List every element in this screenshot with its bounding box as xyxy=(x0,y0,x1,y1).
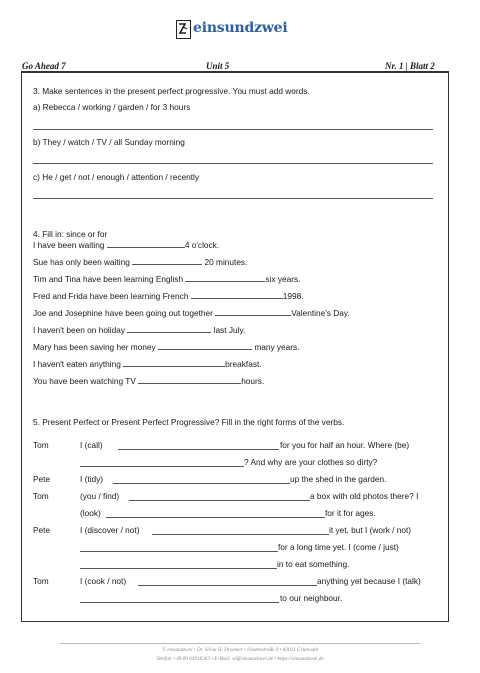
ex4-item-after: many years. xyxy=(254,342,300,352)
ex4-item-after: 4 o'clock. xyxy=(184,240,220,250)
ex4-item xyxy=(33,359,262,369)
logo-text: einsundzwei xyxy=(193,20,288,36)
speaker-label: Tom xyxy=(33,576,49,586)
ex3-item-b: b) They / watch / TV / all Sunday morning xyxy=(33,137,185,147)
ex5-instruction: 5. Present Perfect or Present Perfect Progressive? Fill in the right forms of the verbs. xyxy=(33,417,345,427)
speaker-label: Tom xyxy=(33,491,49,501)
ex4-item-text: You have been watching TV xyxy=(33,376,136,386)
sentence-continuation: a box with old photos there? I xyxy=(310,491,419,501)
blank[interactable] xyxy=(132,257,202,265)
sentence-continuation: for it for ages. xyxy=(325,508,376,518)
ex4-item xyxy=(33,240,219,250)
header-course: Go Ahead 7 xyxy=(22,61,66,71)
blank[interactable] xyxy=(191,291,283,299)
ex4-item-text: Joe and Josephine have been going out together xyxy=(33,308,213,318)
verb-hint: (you / find) xyxy=(80,491,120,501)
ex3-item-a: a) Rebecca / working / garden / for 3 hours xyxy=(33,102,191,112)
footer-address: © einsundzwei • Dr. Silvia H. Droemer • Lindenstraße 9 • 82031 Grünwald xyxy=(161,647,319,653)
blank[interactable] xyxy=(127,325,211,333)
blank[interactable] xyxy=(138,376,241,384)
ex4-item xyxy=(33,325,245,335)
ex4-item-after: 1998. xyxy=(282,291,304,301)
sentence-continuation: for you for half an hour. Where (be) xyxy=(280,440,410,450)
ex4-item xyxy=(33,342,300,352)
answer-line[interactable] xyxy=(33,198,433,199)
verb-hint: I (tidy) xyxy=(80,474,104,484)
ex4-item-text: I haven't been on holiday xyxy=(33,325,125,335)
ex4-item-after: six years. xyxy=(265,274,301,284)
ex4-item xyxy=(33,308,350,318)
ex4-item-text: Mary has been saving her money xyxy=(33,342,156,352)
ex4-item-text: Fred and Frida have been learning French xyxy=(33,291,189,301)
sentence-continuation: in to eat something. xyxy=(277,559,350,569)
blank[interactable] xyxy=(107,240,185,248)
blank[interactable] xyxy=(138,585,317,586)
ex3-instruction: 3. Make sentences in the present perfect progressive. You must add words. xyxy=(33,86,310,96)
sentence-continuation: for a long time yet. I (come / just) xyxy=(278,542,399,552)
blank[interactable] xyxy=(185,274,265,282)
header-unit: Unit 5 xyxy=(206,61,230,71)
ex4-item-after: Valentine's Day. xyxy=(291,308,350,318)
sentence-continuation: anything yet because I (talk) xyxy=(317,576,421,586)
blank[interactable] xyxy=(215,308,291,316)
logo-icon xyxy=(176,20,191,39)
answer-line[interactable] xyxy=(33,163,433,164)
ex4-item-text: Tim and Tina have been learning English xyxy=(33,274,184,284)
ex4-item-after: hours. xyxy=(241,376,265,386)
ex4-item-text: Sue has only been waiting xyxy=(33,257,130,267)
verb-hint: I (call) xyxy=(80,440,103,450)
ex4-item xyxy=(33,257,247,267)
verb-hint: I (cook / not) xyxy=(80,576,127,586)
blank[interactable] xyxy=(80,568,277,569)
blank[interactable] xyxy=(129,500,310,501)
blank[interactable] xyxy=(106,517,325,518)
verb-hint: (look) xyxy=(80,508,101,518)
footer-contact: Telefon +49 89 64918263 • E-Mail: sd@einsundzwei.de • https://einsundzwei.de xyxy=(156,656,324,662)
blank[interactable] xyxy=(80,551,278,552)
answer-line[interactable] xyxy=(33,129,433,130)
blank[interactable] xyxy=(152,534,329,535)
ex3-item-c: c) He / get / not / enough / attention / recently xyxy=(33,172,200,182)
ex4-item-text: I have been waiting xyxy=(33,240,105,250)
verb-hint: I (discover / not) xyxy=(80,525,140,535)
sentence-continuation: ? And why are your clothes so dirty? xyxy=(244,457,378,467)
blank[interactable] xyxy=(158,342,252,350)
sentence-continuation: up the shed in the garden. xyxy=(290,474,387,484)
ex4-item xyxy=(33,376,264,386)
blank[interactable] xyxy=(118,449,279,450)
ex4-item-after: 20 minutes. xyxy=(204,257,248,267)
sentence-continuation: to our neighbour. xyxy=(280,593,343,603)
speaker-label: Pete xyxy=(33,525,51,535)
blank[interactable] xyxy=(80,602,279,603)
sentence-continuation: it yet, but I (work / not) xyxy=(329,525,412,535)
header-sheet-number: Nr. 1 | Blatt 2 xyxy=(385,61,435,71)
blank[interactable] xyxy=(80,466,244,467)
speaker-label: Pete xyxy=(33,474,51,484)
blank[interactable] xyxy=(123,359,225,367)
ex4-item xyxy=(33,291,304,301)
ex4-item-after: breakfast. xyxy=(225,359,262,369)
footer-rule xyxy=(60,643,420,644)
ex4-item xyxy=(33,274,300,284)
ex4-instruction: 4. Fill in: since or for xyxy=(33,229,108,239)
ex4-item-text: I haven't eaten anything xyxy=(33,359,121,369)
speaker-label: Tom xyxy=(33,440,49,450)
blank[interactable] xyxy=(113,483,290,484)
ex4-item-after: last July. xyxy=(213,325,246,335)
